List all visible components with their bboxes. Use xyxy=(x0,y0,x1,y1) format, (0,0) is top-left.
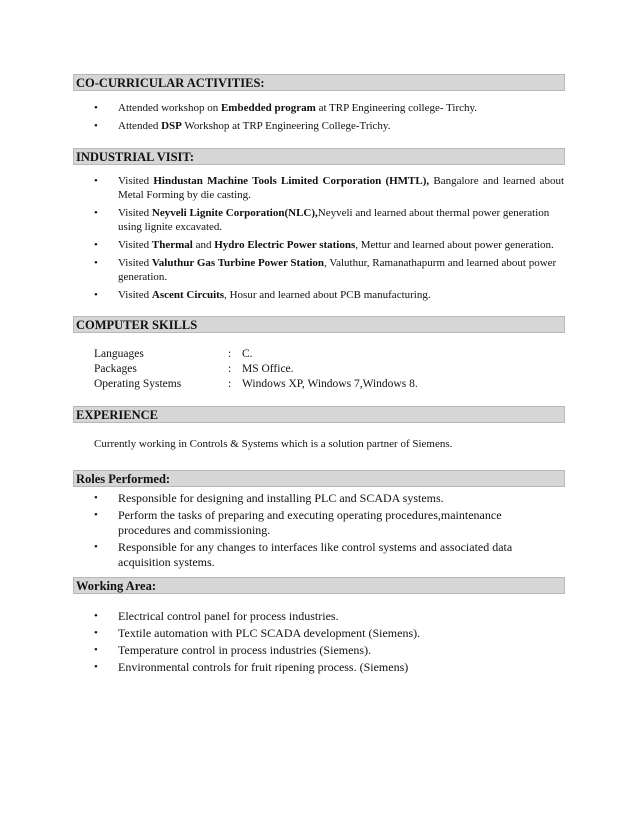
list-item: • Perform the tasks of preparing and executing operating procedures,maintenance procedures and commissioning. xyxy=(94,508,502,537)
computer-skills-table xyxy=(94,347,418,392)
section-heading-industrial-visit: INDUSTRIAL VISIT: xyxy=(73,148,565,165)
bullet-icon: • xyxy=(94,610,98,622)
list-item: • Visited Valuthur Gas Turbine Power Station, Valuthur, Ramanathapurm and learned about power generation. xyxy=(94,257,557,283)
list-item: • Attended workshop on Embedded program at TRP Engineering college- Tirchy. xyxy=(94,102,478,114)
skills-key: Operating Systems xyxy=(94,378,182,390)
skills-key: Languages xyxy=(94,348,144,360)
bullet-icon: • xyxy=(94,644,98,656)
section-heading-experience: EXPERIENCE xyxy=(73,406,565,423)
skills-value: Windows XP, Windows 7,Windows 8. xyxy=(242,378,418,390)
section-heading-roles-performed: Roles Performed: xyxy=(73,470,565,487)
roles-list xyxy=(94,491,564,570)
skills-row xyxy=(94,347,418,362)
list-item: • Textile automation with PLC SCADA development (Siemens). xyxy=(94,626,421,640)
section-heading-working-area: Working Area: xyxy=(73,577,565,594)
list-item: • Attended DSP Workshop at TRP Engineering College-Trichy. xyxy=(94,120,391,132)
bullet-icon: • xyxy=(94,289,98,301)
bullet-icon: • xyxy=(94,541,98,553)
skills-value: MS Office. xyxy=(242,363,294,375)
skills-separator: : xyxy=(228,348,232,360)
working-area-list xyxy=(94,609,564,675)
skills-key: Packages xyxy=(94,363,137,375)
experience-text: Currently working in Controls & Systems which is a solution partner of Siemens. xyxy=(94,438,453,450)
list-item: • Temperature control in process industries (Siemens). xyxy=(94,643,372,657)
section-heading-computer-skills: COMPUTER SKILLS xyxy=(73,316,565,333)
industrial-visit-list xyxy=(94,174,564,302)
list-item: • Visited Hindustan Machine Tools Limited Corporation (HMTL), Bangalore and learned about Metal Forming by die casting. xyxy=(94,175,564,201)
bullet-icon: • xyxy=(94,120,98,132)
section-heading-cocurricular: CO-CURRICULAR ACTIVITIES: xyxy=(73,74,565,91)
skills-separator: : xyxy=(228,363,232,375)
bullet-icon: • xyxy=(94,627,98,639)
list-item: • Visited Ascent Circuits, Hosur and learned about PCB manufacturing. xyxy=(94,289,431,301)
list-item: • Environmental controls for fruit ripening process. (Siemens) xyxy=(94,660,409,674)
bullet-icon: • xyxy=(94,661,98,673)
skills-value: C. xyxy=(242,348,253,360)
skills-row xyxy=(94,362,418,377)
cocurricular-list xyxy=(94,101,564,133)
list-item: • Electrical control panel for process industries. xyxy=(94,609,339,623)
bullet-icon: • xyxy=(94,257,98,269)
list-item: • Visited Neyveli Lignite Corporation(NLC),Neyveli and learned about thermal power generation using lignite excavated. xyxy=(94,207,550,233)
bullet-icon: • xyxy=(94,239,98,251)
list-item: • Responsible for any changes to interfaces like control systems and associated data acquisition systems. xyxy=(94,540,513,569)
bullet-icon: • xyxy=(94,175,98,187)
bullet-icon: • xyxy=(94,509,98,521)
skills-separator: : xyxy=(228,378,232,390)
list-item: • Responsible for designing and installing PLC and SCADA systems. xyxy=(94,491,444,505)
bullet-icon: • xyxy=(94,492,98,504)
skills-row xyxy=(94,377,418,392)
list-item: • Visited Thermal and Hydro Electric Power stations, Mettur and learned about power generation. xyxy=(94,239,554,251)
bullet-icon: • xyxy=(94,207,98,219)
bullet-icon: • xyxy=(94,102,98,114)
